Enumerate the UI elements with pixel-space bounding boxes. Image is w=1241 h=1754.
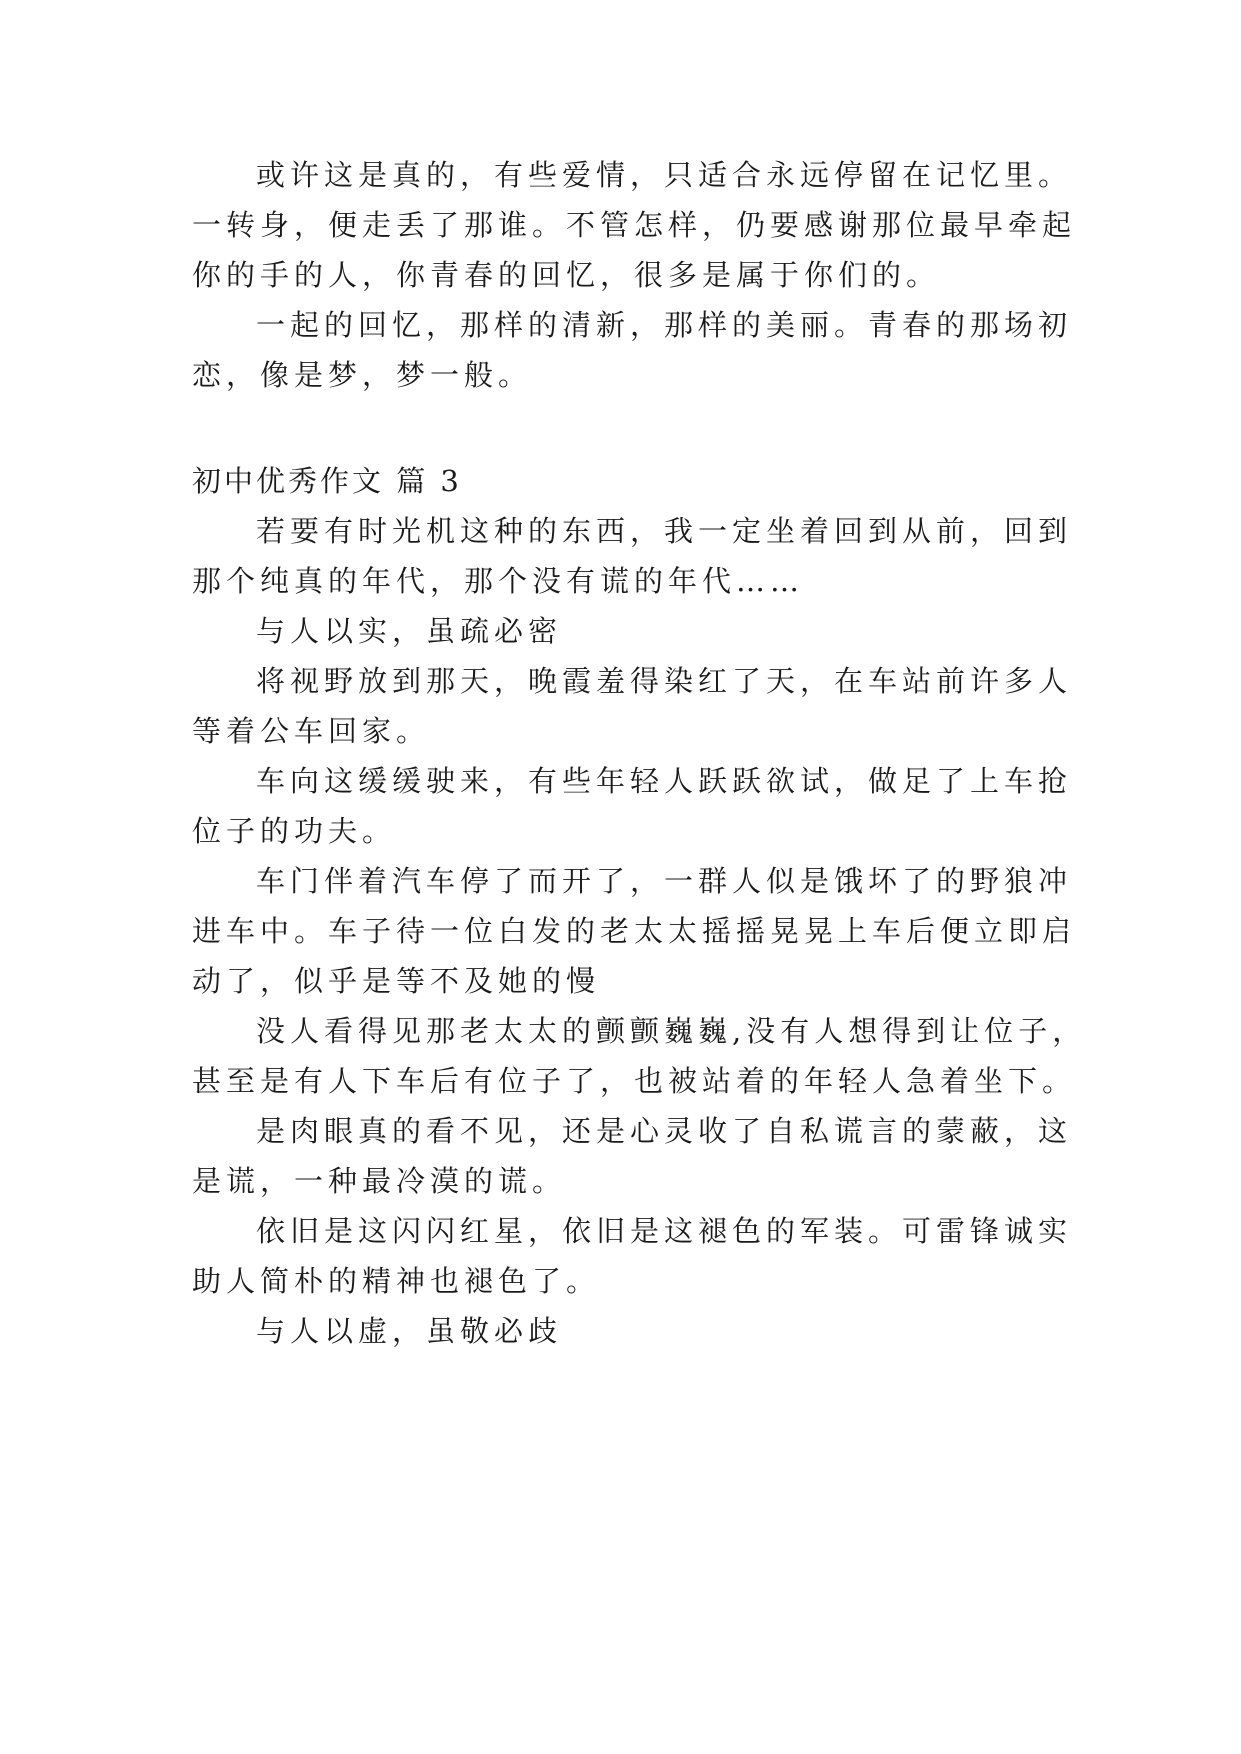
paragraph-line: 甚至是有人下车后有位子了，也被站着的年轻人急着坐下。 xyxy=(192,1064,1077,1098)
paragraph-line: 位子的功夫。 xyxy=(192,814,397,848)
paragraph-line: 那个纯真的年代，那个没有谎的年代…… xyxy=(192,564,805,598)
paragraph-line: 进车中。车子待一位白发的老太太摇摇晃晃上车后便立即启 xyxy=(192,914,1077,948)
paragraph-line: 动了，似乎是等不及她的慢 xyxy=(192,964,601,998)
paragraph-line: 你的手的人，你青春的回忆，很多是属于你们的。 xyxy=(192,258,941,292)
paragraph-line: 一起的回忆，那样的清新，那样的美丽。青春的那场初 xyxy=(256,308,1073,342)
paragraph-line: 车向这缓缓驶来，有些年轻人跃跃欲试，做足了上车抢 xyxy=(256,764,1073,798)
paragraph-line: 恋，像是梦，梦一般。 xyxy=(192,358,533,392)
paragraph-line: 将视野放到那天，晚霞羞得染红了天，在车站前许多人 xyxy=(256,664,1073,698)
paragraph-line: 助人简朴的精神也褪色了。 xyxy=(192,1264,601,1298)
paragraph-line: 依旧是这闪闪红星，依旧是这褪色的军装。可雷锋诚实 xyxy=(256,1214,1073,1248)
paragraph-line: 等着公车回家。 xyxy=(192,714,431,748)
paragraph-line: 或许这是真的，有些爱情，只适合永远停留在记忆里。 xyxy=(256,158,1073,192)
section-subtitle: 与人以虚，虽敬必歧 xyxy=(256,1314,563,1348)
paragraph-line: 是谎，一种最冷漠的谎。 xyxy=(192,1164,567,1198)
paragraph-line: 车门伴着汽车停了而开了，一群人似是饿坏了的野狼冲 xyxy=(256,864,1073,898)
essay-heading: 初中优秀作文 篇 3 xyxy=(192,464,462,498)
section-subtitle: 与人以实，虽疏必密 xyxy=(256,614,563,648)
paragraph-line: 是肉眼真的看不见，还是心灵收了自私谎言的蒙蔽，这 xyxy=(256,1114,1073,1148)
paragraph-line: 一转身，便走丢了那谁。不管怎样，仍要感谢那位最早牵起 xyxy=(192,208,1077,242)
paragraph-line: 若要有时光机这种的东西，我一定坐着回到从前，回到 xyxy=(256,514,1073,548)
paragraph-line: 没人看得见那老太太的颤颤巍巍,没有人想得到让位子， xyxy=(256,1014,1087,1048)
